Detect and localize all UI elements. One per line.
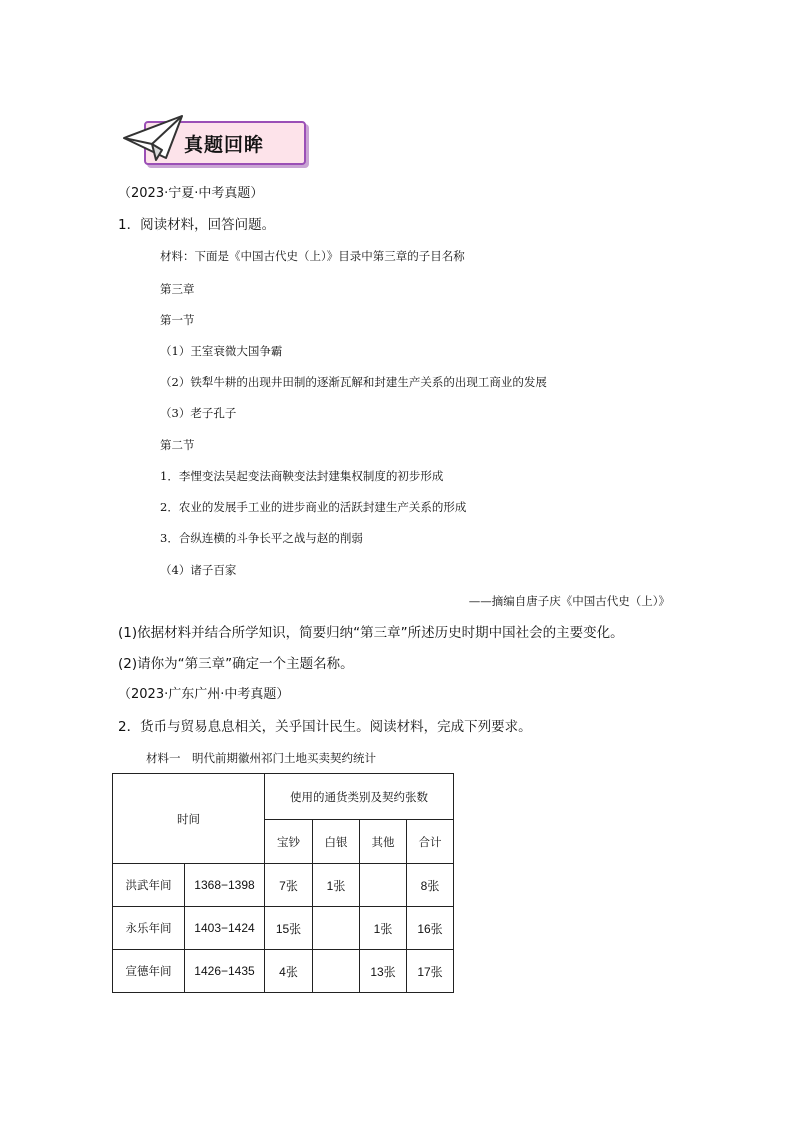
table-cell: 8张 — [407, 864, 454, 907]
table-header-time: 时间 — [113, 774, 265, 864]
table-cell-years: 1426−1435 — [185, 950, 265, 993]
table-cell: 15张 — [265, 907, 313, 950]
table-cell: 17张 — [407, 950, 454, 993]
q1-s2-item: 3．合纵连横的斗争长平之战与赵的削弱 — [160, 531, 363, 545]
table-cell-era: 宣德年间 — [113, 950, 185, 993]
paper-plane-icon — [122, 112, 188, 168]
q1-s1-item: （1）王室衰微大国争霸 — [160, 344, 283, 358]
table-cell: 13张 — [360, 950, 407, 993]
table-col-header: 其他 — [360, 820, 407, 864]
q1-sub-question-1: (1)依据材料并结合所学知识，简要归纳“第三章”所述历史时期中国社会的主要变化。 — [118, 625, 624, 641]
section-banner — [122, 112, 306, 168]
q1-material-intro: 材料：下面是《中国古代史（上）》目录中第三章的子目名称 — [160, 249, 465, 263]
table-cell: 7张 — [265, 864, 313, 907]
q1-s2-item: 1．李悝变法吴起变法商鞅变法封建集权制度的初步形成 — [160, 469, 444, 483]
q1-citation: ——摘编自唐子庆《中国古代史（上）》 — [468, 594, 670, 608]
table-header-currency: 使用的通货类别及契约张数 — [265, 774, 454, 820]
table-col-header: 白银 — [313, 820, 360, 864]
contract-statistics-table — [112, 773, 454, 993]
q1-sub-question-2: (2)请你为“第三章”确定一个主题名称。 — [118, 656, 354, 672]
q1-s2-item: （4）诸子百家 — [160, 563, 237, 577]
table-cell: 4张 — [265, 950, 313, 993]
table-row — [113, 950, 454, 993]
table-cell-era: 永乐年间 — [113, 907, 185, 950]
table-cell-years: 1403−1424 — [185, 907, 265, 950]
table-row — [113, 864, 454, 907]
q1-section-1: 第一节 — [160, 313, 195, 327]
table-col-header: 宝钞 — [265, 820, 313, 864]
q2-stem: 2．货币与贸易息息相关，关乎国计民生。阅读材料，完成下列要求。 — [118, 719, 532, 735]
q1-section-2: 第二节 — [160, 438, 195, 452]
q2-source: （2023·广东广州·中考真题） — [118, 687, 290, 702]
table-row — [113, 907, 454, 950]
q1-stem: 1．阅读材料，回答问题。 — [118, 217, 276, 233]
q1-s2-item: 2．农业的发展手工业的进步商业的活跃封建生产关系的形成 — [160, 500, 467, 514]
q1-source: （2023·宁夏·中考真题） — [118, 186, 264, 201]
table-cell-years: 1368−1398 — [185, 864, 265, 907]
table-col-header: 合计 — [407, 820, 454, 864]
table-cell — [360, 864, 407, 907]
table-cell: 1张 — [360, 907, 407, 950]
banner-title: 真题回眸 — [184, 134, 265, 156]
table-caption: 材料一 明代前期徽州祁门土地买卖契约统计 — [146, 751, 376, 765]
q1-s1-item: （3）老子孔子 — [160, 406, 237, 420]
table-cell — [313, 907, 360, 950]
q1-chapter: 第三章 — [160, 282, 195, 296]
q1-s1-item: （2）铁犁牛耕的出现井田制的逐渐瓦解和封建生产关系的出现工商业的发展 — [160, 375, 547, 389]
table-cell-era: 洪武年间 — [113, 864, 185, 907]
table-cell: 1张 — [313, 864, 360, 907]
table-cell — [313, 950, 360, 993]
table-cell: 16张 — [407, 907, 454, 950]
